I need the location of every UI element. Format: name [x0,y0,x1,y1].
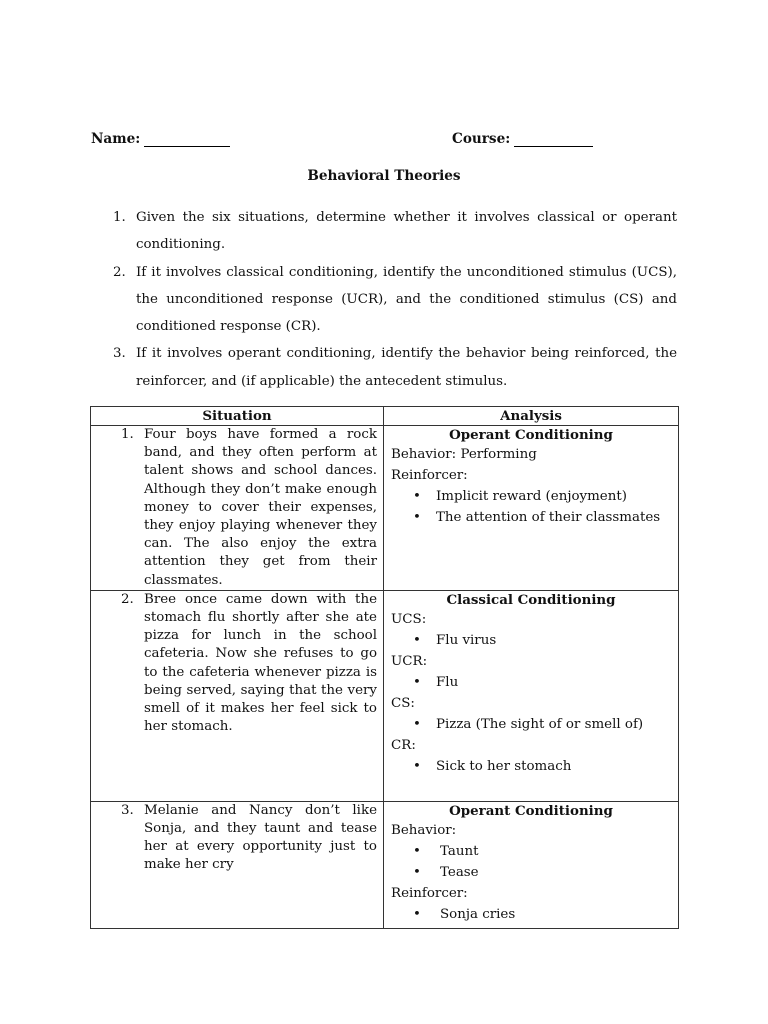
course-label: Course: [452,131,511,147]
situation-text: Melanie and Nancy don’t like Sonja, and they taunt and tease her at every opportunity just to make her cry [144,802,377,873]
analysis-title: Operant Conditioning [449,802,613,819]
situation-cell [91,590,384,801]
course-blank-line[interactable] [514,132,593,147]
cr-list [391,756,671,777]
behavior-line: Behavior: Performing [391,447,537,462]
name-blank-line[interactable] [144,132,230,147]
situation-text: Bree once came down with the stomach flu shortly after she ate pizza for lunch in the school cafeteria. Now she refuses to go to the cafeteria whenever pizza is being served, saying that the very smell of it makes her feel sick to her stomach. [144,591,377,735]
situation-number: 2. [121,591,134,607]
bullet-icon: • [413,510,421,525]
bullet-icon: • [413,758,421,774]
instruction-text: Given the six situations, determine whether it involves classical or operant conditioning. [136,210,677,253]
cr-value: Sick to her stomach [436,758,572,774]
list-item-text: Implicit reward (enjoyment) [436,489,627,504]
cs-list [391,714,671,735]
table-row [91,590,679,801]
ucr-label: UCR: [391,653,428,669]
situation-cell [91,426,384,591]
list-item [391,486,671,507]
instruction-item [113,259,677,341]
list-item [391,862,671,883]
situation-cell [91,801,384,928]
analysis-title: Operant Conditioning [449,427,613,443]
bullet-icon: • [413,632,421,648]
list-item [391,841,671,862]
ucs-label: UCS: [391,611,427,627]
list-item [391,630,671,651]
analysis-cell [384,590,679,801]
instruction-number: 2. [113,264,126,280]
list-item [391,904,671,925]
behavior-list [391,841,671,883]
situation-number: 3. [121,802,134,818]
situation-header: Situation [91,407,384,426]
instruction-text: If it involves classical conditioning, identify the unconditioned stimulus (UCS), the unconditioned response (UCR), and the conditioned stimulus (CS) and conditioned response (CR). [136,264,677,335]
analysis-cell [384,426,679,591]
ucr-value: Flu [436,674,459,690]
list-item [391,672,671,693]
situation-number: 1. [121,427,134,442]
list-item-text: Sonja cries [440,906,516,922]
reinforcer-list [391,486,671,528]
instructions-list [113,204,677,395]
list-item [391,507,671,528]
instruction-item [113,340,677,395]
table-row [91,426,679,591]
list-item-text: The attention of their classmates [436,510,661,525]
bullet-icon: • [413,674,421,690]
analysis-header: Analysis [384,407,679,426]
name-label: Name: [91,131,141,147]
reinforcer-label: Reinforcer: [391,468,468,483]
list-item-text: Taunt [440,843,479,859]
bullet-icon: • [413,864,421,880]
analysis-table [90,406,679,929]
cs-value: Pizza (The sight of or smell of) [436,716,644,732]
course-field[interactable] [452,131,593,147]
reinforcer-list [391,904,671,925]
bullet-icon: • [413,843,421,859]
list-item-text: Tease [440,864,479,880]
bullet-icon: • [413,489,421,504]
cs-label: CS: [391,695,415,711]
document-title: Behavioral Theories [307,168,461,184]
list-item [391,714,671,735]
instruction-number: 3. [113,346,126,362]
bullet-icon: • [413,906,421,922]
analysis-title: Classical Conditioning [446,591,616,608]
ucs-list [391,630,671,651]
behavior-label: Behavior: [391,822,457,838]
ucs-value: Flu virus [436,632,497,648]
analysis-cell [384,801,679,928]
name-field[interactable] [91,131,230,147]
table-header-row [91,407,679,426]
ucr-list [391,672,671,693]
instruction-item [113,204,677,259]
situation-text: Four boys have formed a rock band, and they often perform at talent shows and school dances. Although they don’t make enough money to cover their expenses, they enjoy playing whenever they can. The also enjoy the extra attention they get from their classmates. [144,427,377,588]
cr-label: CR: [391,737,416,753]
list-item [391,756,671,777]
instruction-number: 1. [113,210,126,225]
reinforcer-label: Reinforcer: [391,885,468,901]
bullet-icon: • [413,716,421,732]
instruction-text: If it involves operant conditioning, identify the behavior being reinforced, the reinforcer, and (if applicable) the antecedent stimulus. [136,346,677,389]
table-row [91,801,679,928]
